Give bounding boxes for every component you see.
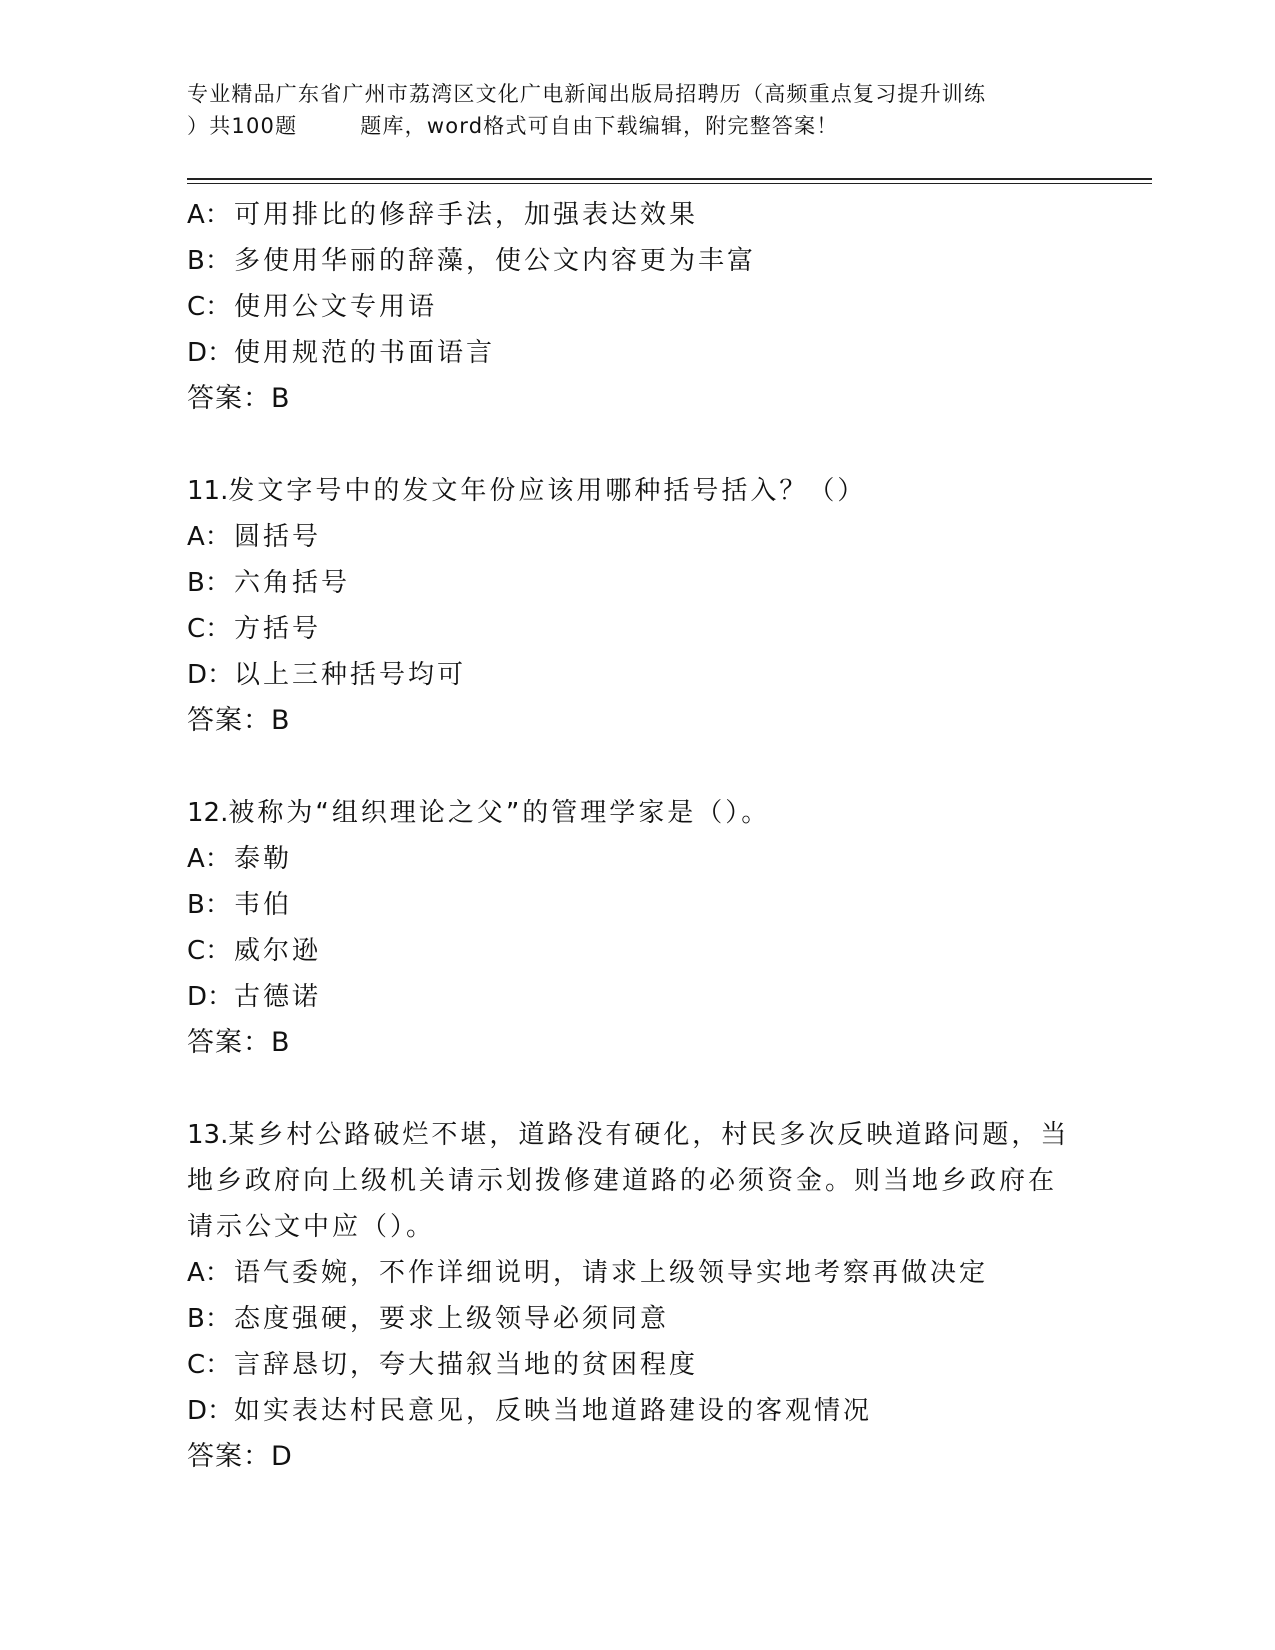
option-letter: A： bbox=[187, 1258, 231, 1288]
question-stem-text: 某乡村公路破烂不堪，道路没有硬化，村民多次反映道路问题，当 bbox=[228, 1120, 1070, 1150]
header-divider-thin bbox=[187, 183, 1152, 184]
option-text: 威尔逊 bbox=[234, 936, 322, 966]
option-letter: C： bbox=[187, 936, 232, 966]
option-text: 韦伯 bbox=[234, 890, 293, 920]
question-11 bbox=[187, 468, 1087, 744]
option-text: 语气委婉，不作详细说明，请求上级领导实地考察再做决定 bbox=[234, 1258, 989, 1288]
question-12 bbox=[187, 790, 1087, 1066]
question-list bbox=[187, 192, 1087, 1480]
option-letter: B： bbox=[187, 246, 231, 276]
option-c bbox=[187, 606, 1087, 652]
option-text: 如实表达村民意见，反映当地道路建设的客观情况 bbox=[234, 1396, 873, 1426]
option-text: 方括号 bbox=[234, 614, 322, 644]
question-stem bbox=[187, 468, 1087, 514]
option-d bbox=[187, 1388, 1087, 1434]
option-letter: C： bbox=[187, 1350, 232, 1380]
spacer bbox=[187, 744, 1087, 790]
option-text: 多使用华丽的辞藻，使公文内容更为丰富 bbox=[234, 246, 757, 276]
option-a bbox=[187, 192, 1087, 238]
option-letter: C： bbox=[187, 614, 232, 644]
option-text: 言辞恳切，夸大描叙当地的贫困程度 bbox=[234, 1350, 699, 1380]
option-letter: D： bbox=[187, 338, 234, 368]
option-letter: B： bbox=[187, 890, 231, 920]
header-divider-thick bbox=[187, 178, 1152, 180]
option-c bbox=[187, 928, 1087, 974]
option-a bbox=[187, 836, 1087, 882]
option-letter: A： bbox=[187, 200, 231, 230]
option-c bbox=[187, 284, 1087, 330]
option-text: 使用规范的书面语言 bbox=[234, 338, 496, 368]
question-number: 12. bbox=[187, 798, 229, 828]
option-b bbox=[187, 560, 1087, 606]
document-header bbox=[187, 78, 1087, 142]
option-letter: D： bbox=[187, 1396, 234, 1426]
question-number: 13. bbox=[187, 1120, 229, 1150]
spacer bbox=[187, 1066, 1087, 1112]
option-a bbox=[187, 1250, 1087, 1296]
option-text: 圆括号 bbox=[234, 522, 322, 552]
question-stem-text: 被称为“组织理论之父”的管理学家是（）。 bbox=[228, 798, 771, 828]
option-c bbox=[187, 1342, 1087, 1388]
header-title-line-2: ）共100题 题库，word格式可自由下载编辑，附完整答案！ bbox=[187, 114, 839, 138]
option-letter: B： bbox=[187, 568, 231, 598]
option-d bbox=[187, 652, 1087, 698]
option-text: 泰勒 bbox=[234, 844, 293, 874]
option-text: 以上三种括号均可 bbox=[234, 660, 467, 690]
spacer bbox=[187, 422, 1087, 468]
question-stem-text: 发文字号中的发文年份应该用哪种括号括入？（） bbox=[228, 476, 867, 506]
option-text: 古德诺 bbox=[234, 982, 322, 1012]
answer-line: 答案：D bbox=[187, 1441, 293, 1472]
question-stem-continued: 地乡政府向上级机关请示划拨修建道路的必须资金。则当地乡政府在 bbox=[187, 1166, 1058, 1196]
previous-question-options bbox=[187, 192, 1087, 422]
option-b bbox=[187, 238, 1087, 284]
option-letter: A： bbox=[187, 844, 231, 874]
answer-line: 答案：B bbox=[187, 705, 291, 736]
question-stem-continued: 请示公文中应（）。 bbox=[187, 1212, 436, 1242]
option-text: 可用排比的修辞手法，加强表达效果 bbox=[234, 200, 699, 230]
option-a bbox=[187, 514, 1087, 560]
option-d bbox=[187, 974, 1087, 1020]
option-letter: A： bbox=[187, 522, 231, 552]
option-text: 态度强硬，要求上级领导必须同意 bbox=[234, 1304, 670, 1334]
option-b bbox=[187, 882, 1087, 928]
option-text: 使用公文专用语 bbox=[234, 292, 438, 322]
option-letter: C： bbox=[187, 292, 232, 322]
option-letter: D： bbox=[187, 660, 234, 690]
option-text: 六角括号 bbox=[234, 568, 351, 598]
answer-line: 答案：B bbox=[187, 383, 291, 414]
question-number: 11. bbox=[187, 476, 229, 506]
option-d bbox=[187, 330, 1087, 376]
option-b bbox=[187, 1296, 1087, 1342]
question-stem bbox=[187, 1112, 1087, 1158]
option-letter: B： bbox=[187, 1304, 231, 1334]
header-title-line-1: 专业精品广东省广州市荔湾区文化广电新闻出版局招聘历（高频重点复习提升训练 bbox=[187, 82, 987, 106]
option-letter: D： bbox=[187, 982, 234, 1012]
answer-line: 答案：B bbox=[187, 1027, 291, 1058]
question-13 bbox=[187, 1112, 1087, 1480]
question-stem bbox=[187, 790, 1087, 836]
